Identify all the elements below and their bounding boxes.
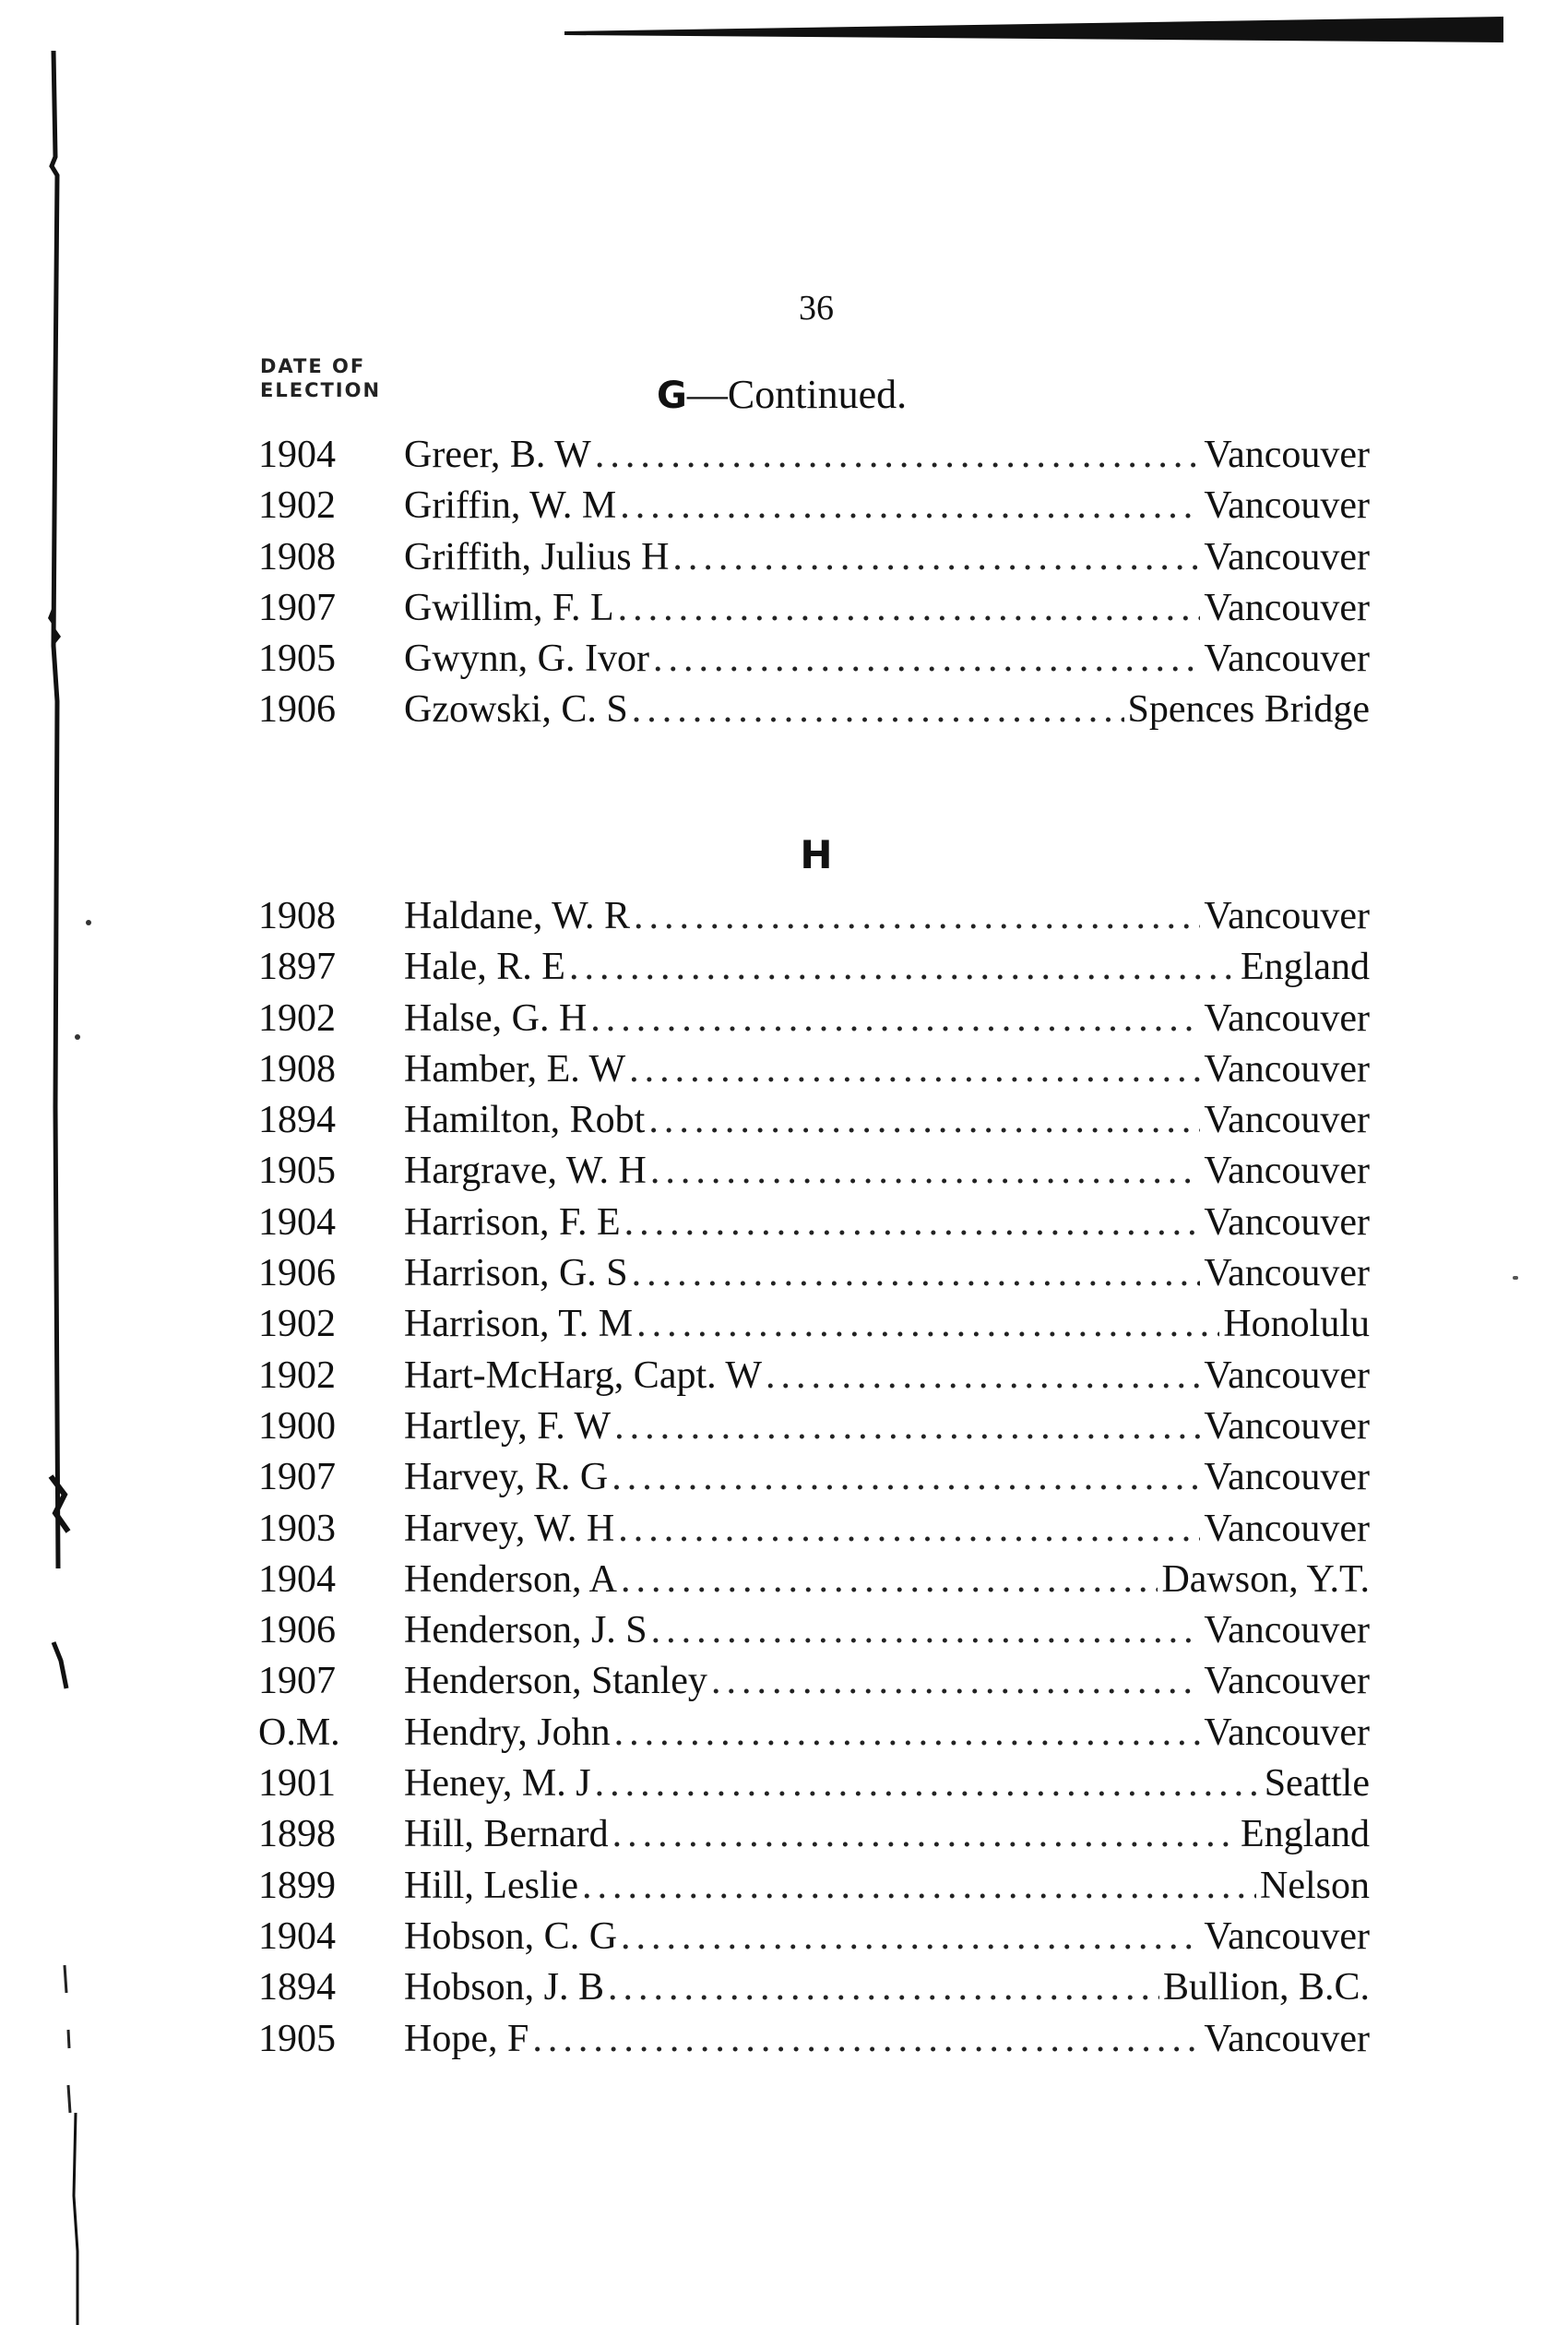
election-year: 1898 (258, 1813, 336, 1856)
dot-leader (614, 1404, 1200, 1449)
member-location: Vancouver (1204, 535, 1370, 578)
member-name: Hart-McHarg, Capt. W (404, 1353, 763, 1397)
dot-leader (608, 1965, 1159, 2009)
member-location: Vancouver (1204, 996, 1370, 1040)
list-item (258, 687, 1370, 738)
member-location: Vancouver (1204, 586, 1370, 629)
member-name: Griffin, W. M (404, 484, 617, 528)
election-year: 1904 (258, 1200, 336, 1244)
list-item (258, 2017, 1370, 2068)
dot-leader (634, 894, 1200, 938)
election-year: 1908 (258, 535, 336, 578)
member-location: Vancouver (1204, 1404, 1370, 1448)
dot-leader (621, 1914, 1200, 1959)
election-year: 1894 (258, 1099, 336, 1142)
dot-leader (582, 1864, 1256, 1908)
member-location: Vancouver (1204, 1099, 1370, 1142)
member-location: Spences Bridge (1127, 688, 1370, 732)
election-year: 1907 (258, 1660, 336, 1703)
election-year: 1904 (258, 1914, 336, 1958)
member-name: Hobson, J. B (404, 1966, 605, 2009)
member-location: Nelson (1260, 1864, 1370, 1907)
dot-leader (595, 1761, 1261, 1806)
dot-leader (632, 1251, 1201, 1295)
dot-leader (672, 535, 1200, 579)
election-year: 1905 (258, 2017, 336, 2060)
member-name: Heney, M. J (404, 1762, 591, 1806)
member-list-g (258, 433, 1370, 739)
dot-leader (569, 945, 1237, 989)
election-year: 1906 (258, 688, 336, 732)
column-header-line-2: ELECTION (260, 379, 382, 401)
election-year: 1894 (258, 1966, 336, 2009)
binding-margin (0, 0, 129, 2325)
election-year: 1906 (258, 1609, 336, 1652)
member-location: England (1241, 1813, 1370, 1856)
election-year: 1908 (258, 895, 336, 937)
member-name: Harrison, F. E (404, 1200, 621, 1244)
member-name: Hamilton, Robt (404, 1099, 646, 1142)
member-location: Vancouver (1204, 1047, 1370, 1091)
member-location: Honolulu (1223, 1303, 1370, 1346)
dot-leader (651, 1608, 1201, 1652)
dot-leader (766, 1353, 1200, 1398)
list-item (258, 1251, 1370, 1302)
member-name: Griffith, Julius H (404, 535, 670, 578)
dot-leader (614, 1711, 1201, 1755)
election-year: O.M. (258, 1711, 340, 1754)
election-year: 1901 (258, 1762, 336, 1806)
member-name: Harrison, T. M (404, 1303, 634, 1346)
section-heading-h: H (800, 832, 833, 877)
dot-leader (653, 637, 1200, 681)
member-name: Greer, B. W (404, 434, 591, 476)
list-item (258, 1608, 1370, 1659)
member-location: Vancouver (1204, 895, 1370, 937)
member-name: Gwynn, G. Ivor (404, 638, 649, 681)
member-name: Haldane, W. R (404, 895, 630, 937)
election-year: 1899 (258, 1864, 336, 1907)
election-year: 1905 (258, 1150, 336, 1193)
election-year: 1902 (258, 1353, 336, 1397)
list-item (258, 996, 1370, 1047)
member-name: Harvey, W. H (404, 1507, 615, 1550)
dot-leader (711, 1659, 1200, 1703)
election-year: 1902 (258, 1303, 336, 1346)
member-location: Vancouver (1204, 1711, 1370, 1754)
member-location: Bullion, B.C. (1162, 1966, 1370, 2009)
election-year: 1902 (258, 996, 336, 1040)
member-name: Hill, Leslie (404, 1864, 578, 1907)
member-location: Vancouver (1204, 1914, 1370, 1958)
section-letter: G (657, 375, 687, 417)
dot-leader (612, 1812, 1237, 1856)
list-item (258, 1761, 1370, 1812)
list-item (258, 1098, 1370, 1149)
list-item (258, 1914, 1370, 1965)
member-location: Vancouver (1204, 1353, 1370, 1397)
member-location: Vancouver (1204, 1609, 1370, 1652)
dot-leader (624, 1200, 1201, 1245)
member-location: Vancouver (1204, 638, 1370, 681)
list-item (258, 1455, 1370, 1506)
list-item (258, 1711, 1370, 1761)
election-year: 1907 (258, 586, 336, 629)
member-name: Henderson, Stanley (404, 1660, 707, 1703)
list-item (258, 1812, 1370, 1863)
election-year: 1906 (258, 1252, 336, 1295)
member-name: Henderson, J. S (404, 1609, 647, 1652)
page-number: 36 (799, 289, 834, 328)
member-name: Hope, F (404, 2017, 529, 2060)
dot-leader (621, 1557, 1158, 1602)
member-location: Vancouver (1204, 2017, 1370, 2060)
list-item (258, 1864, 1370, 1914)
election-year: 1904 (258, 1557, 336, 1601)
list-item (258, 1302, 1370, 1353)
dot-leader (648, 1098, 1200, 1142)
member-name: Hargrave, W. H (404, 1150, 647, 1193)
member-location: Seattle (1264, 1762, 1370, 1806)
list-item (258, 1507, 1370, 1557)
section-suffix: —Continued. (686, 372, 908, 417)
column-header-line-1: DATE OF (260, 355, 366, 377)
member-location: Vancouver (1204, 1660, 1370, 1703)
list-item (258, 433, 1370, 483)
member-location: England (1241, 946, 1370, 989)
list-item (258, 637, 1370, 687)
election-year: 1908 (258, 1047, 336, 1091)
election-year: 1903 (258, 1507, 336, 1550)
list-item (258, 1149, 1370, 1199)
member-location: Vancouver (1204, 1456, 1370, 1499)
list-item (258, 535, 1370, 586)
section-heading-g (657, 371, 907, 418)
dot-leader (590, 996, 1200, 1041)
top-rule-line (564, 17, 1503, 42)
list-item (258, 945, 1370, 996)
list-item (258, 894, 1370, 945)
member-name: Hobson, C. G (404, 1914, 618, 1958)
election-year: 1905 (258, 638, 336, 681)
list-item (258, 483, 1370, 534)
member-location: Vancouver (1204, 484, 1370, 528)
list-item (258, 1404, 1370, 1455)
member-location: Dawson, Y.T. (1161, 1557, 1370, 1601)
member-name: Harrison, G. S (404, 1252, 628, 1295)
election-year: 1897 (258, 946, 336, 989)
list-item (258, 1557, 1370, 1608)
member-name: Hendry, John (404, 1711, 611, 1754)
dot-leader (632, 687, 1124, 732)
member-location: Vancouver (1204, 1252, 1370, 1295)
dot-leader (618, 1507, 1200, 1551)
dot-leader (629, 1047, 1200, 1091)
list-item (258, 1965, 1370, 2016)
list-item (258, 1353, 1370, 1404)
dot-leader (612, 1455, 1200, 1499)
member-location: Vancouver (1204, 1200, 1370, 1244)
dot-leader (532, 2017, 1200, 2061)
dot-leader (620, 483, 1200, 528)
member-name: Hartley, F. W (404, 1404, 612, 1448)
dot-leader (636, 1302, 1219, 1346)
member-name: Henderson, A (404, 1557, 617, 1601)
member-list-h (258, 894, 1370, 2068)
stray-mark (1513, 1276, 1518, 1280)
list-item (258, 1659, 1370, 1710)
election-year: 1902 (258, 484, 336, 528)
member-name: Halse, G. H (404, 996, 588, 1040)
list-item (258, 1200, 1370, 1251)
member-name: Gzowski, C. S (404, 688, 628, 732)
election-year: 1904 (258, 434, 336, 476)
dot-leader (618, 586, 1201, 630)
member-name: Hamber, E. W (404, 1047, 626, 1091)
member-name: Harvey, R. G (404, 1456, 609, 1499)
election-year: 1900 (258, 1404, 336, 1448)
member-location: Vancouver (1204, 1507, 1370, 1550)
member-name: Gwillim, F. L (404, 586, 614, 629)
list-item (258, 1047, 1370, 1098)
dot-leader (595, 433, 1201, 477)
member-location: Vancouver (1204, 1150, 1370, 1193)
member-name: Hale, R. E (404, 946, 565, 989)
member-name: Hill, Bernard (404, 1813, 609, 1856)
date-of-election-header (260, 354, 381, 402)
list-item (258, 586, 1370, 637)
member-location: Vancouver (1204, 434, 1370, 476)
election-year: 1907 (258, 1456, 336, 1499)
dot-leader (650, 1149, 1201, 1193)
